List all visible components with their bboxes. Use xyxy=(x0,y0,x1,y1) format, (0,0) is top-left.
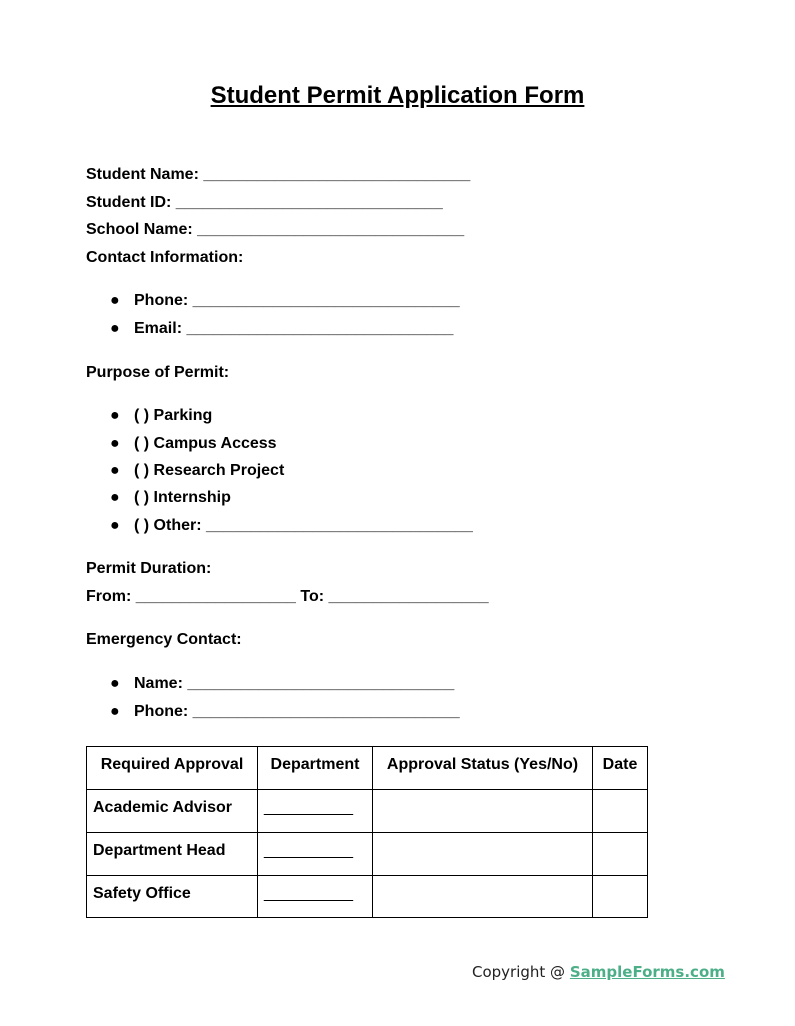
student-name-field: Student Name: ______________________________ xyxy=(86,166,471,183)
purpose-option-other: ( ) Other: ______________________________ xyxy=(134,517,473,534)
purpose-option-research-project: ( ) Research Project xyxy=(134,462,285,479)
duration-range-field: From: __________________ To: __________________ xyxy=(86,588,489,605)
header-approval-status: Approval Status (Yes/No) xyxy=(373,747,593,790)
contact-info-heading: Contact Information: xyxy=(86,249,244,266)
status-cell xyxy=(373,876,593,918)
bullet-icon: ● xyxy=(110,703,120,720)
department-cell: __________ xyxy=(258,833,373,876)
purpose-heading: Purpose of Permit: xyxy=(86,364,230,381)
approval-cell: Academic Advisor xyxy=(87,790,258,833)
approval-cell: Safety Office xyxy=(87,876,258,918)
purpose-option-parking: ( ) Parking xyxy=(134,407,213,424)
emergency-phone-field: Phone: ______________________________ xyxy=(134,703,460,720)
approval-cell: Department Head xyxy=(87,833,258,876)
purpose-option-internship: ( ) Internship xyxy=(134,489,231,506)
status-cell xyxy=(373,833,593,876)
bullet-icon: ● xyxy=(110,462,120,479)
contact-phone-field: Phone: ______________________________ xyxy=(134,292,460,309)
copyright-text: Copyright @ xyxy=(472,963,570,981)
bullet-icon: ● xyxy=(110,292,120,309)
table-row xyxy=(87,790,648,833)
date-cell xyxy=(593,876,648,918)
approvals-table xyxy=(86,746,648,918)
duration-heading: Permit Duration: xyxy=(86,560,212,577)
department-cell: __________ xyxy=(258,790,373,833)
bullet-icon: ● xyxy=(110,517,120,534)
table-row xyxy=(87,833,648,876)
date-cell xyxy=(593,833,648,876)
header-department: Department xyxy=(258,747,373,790)
department-cell: __________ xyxy=(258,876,373,918)
purpose-option-campus-access: ( ) Campus Access xyxy=(134,435,277,452)
table-header-row xyxy=(87,747,648,790)
emergency-heading: Emergency Contact: xyxy=(86,631,242,648)
page-title: Student Permit Application Form xyxy=(210,82,585,109)
bullet-icon: ● xyxy=(110,320,120,337)
copyright-footer xyxy=(472,962,725,982)
header-date: Date xyxy=(593,747,648,790)
bullet-icon: ● xyxy=(110,489,120,506)
status-cell xyxy=(373,790,593,833)
header-required-approval: Required Approval xyxy=(87,747,258,790)
emergency-name-field: Name: ______________________________ xyxy=(134,675,455,692)
sampleforms-link[interactable]: SampleForms.com xyxy=(569,963,725,981)
bullet-icon: ● xyxy=(110,435,120,452)
bullet-icon: ● xyxy=(110,675,120,692)
table-row xyxy=(87,876,648,918)
contact-email-field: Email: ______________________________ xyxy=(134,320,454,337)
student-id-field: Student ID: ______________________________ xyxy=(86,194,443,211)
bullet-icon: ● xyxy=(110,407,120,424)
date-cell xyxy=(593,790,648,833)
school-name-field: School Name: ______________________________ xyxy=(86,221,465,238)
